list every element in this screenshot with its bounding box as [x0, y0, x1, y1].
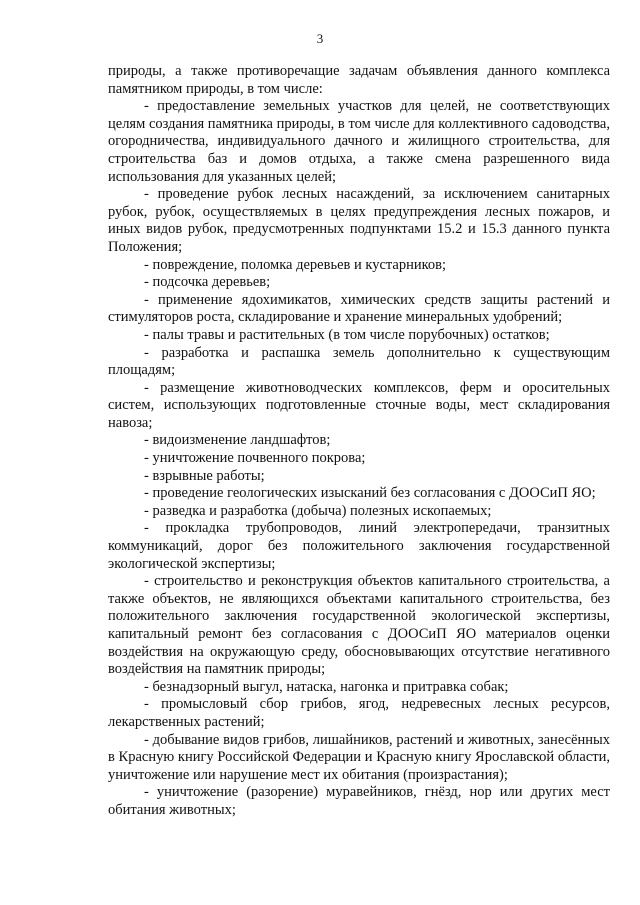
list-item: - предоставление земельных участков для целей, не соответствующих целям создания памятника природы, в том числе для коллективного садоводства, огородничества, индивидуального дачного и жилищного строительства, для строительства баз и домов отдыха, а также смена разрешенного вида использования для указанных целей;: [108, 98, 610, 185]
list-item: - повреждение, поломка деревьев и кустарников;: [144, 256, 447, 273]
list-item: - прокладка трубопроводов, линий электропередачи, транзитных коммуникаций, дорог без положительного заключения государственной экологической экспертизы;: [108, 520, 610, 572]
list-item: - разведка и разработка (добыча) полезных ископаемых;: [144, 502, 492, 519]
list-item: - проведение геологических изысканий без согласования с ДООСиП ЯО;: [144, 485, 596, 502]
list-item: - уничтожение почвенного покрова;: [144, 450, 366, 467]
list-item: - проведение рубок лесных насаждений, за исключением санитарных рубок, рубок, осуществляемых в целях предупреждения лесных пожаров, и иных видов рубок, предусмотренных подпунктами 15.2 и 15.3 данного пункта Положения;: [108, 186, 610, 255]
list-item: - добывание видов грибов, лишайников, растений и животных, занесённых в Красную книгу Российской Федерации и Красную книгу Ярославской области, уничтожение или нарушение мест их обитания (произрастания);: [108, 731, 610, 783]
list-item: - строительство и реконструкция объектов капитального строительства, а также объектов, не являющихся объектами капитального строительства, без положительного заключения государственной экологической экспертизы, капитальный ремонт без согласования с ДООСиП ЯО материалов оценки воздействия на окружающую среду, обосновывающих отсутствие негативного воздействия на памятник природы;: [108, 573, 610, 678]
list-item: - взрывные работы;: [144, 467, 265, 484]
paragraph-intro: природы, а также противоречащие задачам объявления данного комплекса памятником природы, в том числе:: [108, 63, 610, 97]
list-item: - уничтожение (разорение) муравейников, гнёзд, нор или других мест обитания животных;: [108, 784, 610, 818]
page-number: 3: [316, 31, 324, 46]
list-item: - разработка и распашка земель дополнительно к существующим площадям;: [108, 344, 610, 379]
list-item: - палы травы и растительных (в том числе порубочных) остатков;: [144, 326, 550, 343]
list-item: - видоизменение ландшафтов;: [144, 432, 331, 449]
document-body: [108, 63, 610, 820]
list-item: - безнадзорный выгул, натаска, нагонка и притравка собак;: [144, 678, 509, 695]
list-item: - применение ядохимикатов, химических средств защиты растений и стимуляторов роста, складирование и хранение минеральных удобрений;: [108, 291, 610, 326]
list-item: - размещение животноводческих комплексов, ферм и оросительных систем, использующих подготовленные сточные воды, мест складирования навоза;: [108, 379, 610, 431]
list-item: - подсочка деревьев;: [144, 274, 271, 291]
list-item: - промысловый сбор грибов, ягод, недревесных лесных ресурсов, лекарственных растений;: [108, 696, 610, 730]
